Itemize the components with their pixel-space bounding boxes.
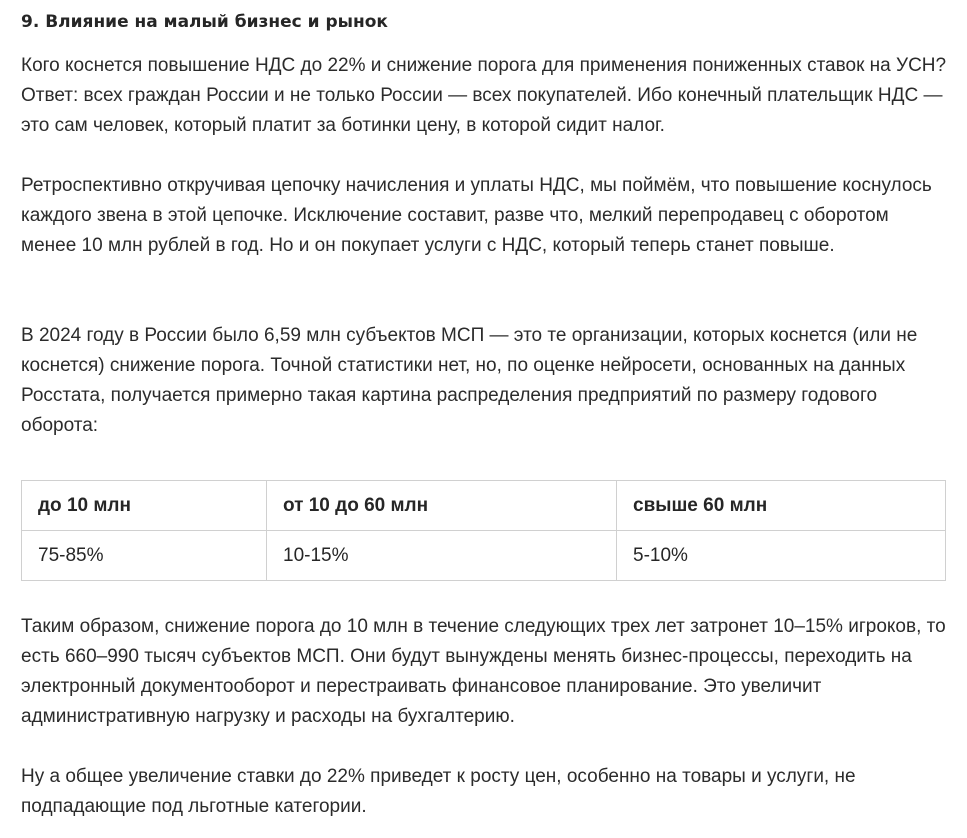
table-header-cell: от 10 до 60 млн xyxy=(267,481,617,531)
paragraph-price-growth: Ну а общее увеличение ставки до 22% приведет к росту цен, особенно на товары и услуги, не подпадающие под льготные категории. xyxy=(21,766,856,817)
section-heading: 9. Влияние на малый бизнес и рынок xyxy=(21,12,388,32)
table-row xyxy=(22,531,946,581)
paragraph-threshold-impact: Таким образом, снижение порога до 10 млн в течение следующих трех лет затронет 10–15% игроков, то есть 660–990 тысяч субъектов МСП. Они будут вынуждены менять бизнес-процессы, переходить на электронный документооборот и перестраивать финансовое планирование. Это увеличит административную нагрузку и расходы на бухгалтерию. xyxy=(21,616,946,727)
table-cell: 5-10% xyxy=(617,531,946,581)
table-header-cell: свыше 60 млн xyxy=(617,481,946,531)
paragraph-vat-chain: Ретроспективно откручивая цепочку начисления и уплаты НДС, мы поймём, что повышение коснулось каждого звена в этой цепочке. Исключение составит, разве что, мелкий перепродавец с оборотом менее 10 млн рублей в год. Но и он покупает услуги с НДС, который теперь станет повыше. xyxy=(21,175,932,256)
paragraph-sme-statistics: В 2024 году в России было 6,59 млн субъектов МСП — это те организации, которых коснется (или не коснется) снижение порога. Точной статистики нет, но, по оценке нейросети, основанных на данных Росстата, получается примерно такая картина распределения предприятий по размеру годового оборота: xyxy=(21,325,918,436)
table-header-row xyxy=(22,481,946,531)
table-cell: 10-15% xyxy=(267,531,617,581)
paragraph-vat-who-affected: Кого коснется повышение НДС до 22% и снижение порога для применения пониженных ставок на УСН? Ответ: всех граждан России и не только России — всех покупателей. Ибо конечный плательщик НДС — это сам человек, который платит за ботинки цену, в которой сидит налог. xyxy=(21,55,947,136)
turnover-distribution-table xyxy=(21,480,946,581)
table-header-cell: до 10 млн xyxy=(22,481,267,531)
table-cell: 75-85% xyxy=(22,531,267,581)
